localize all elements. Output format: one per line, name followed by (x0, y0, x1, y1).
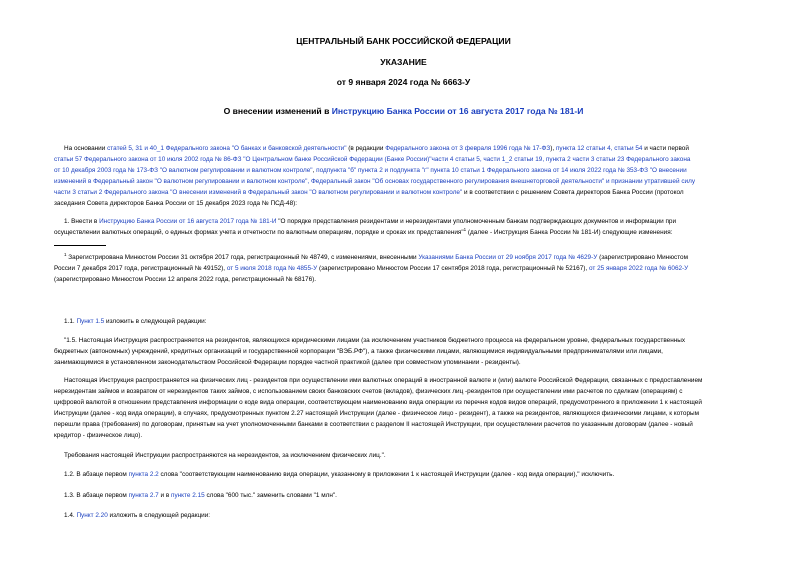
quote-line: бюджетных (автономных) учреждений, кредитных организаций и государственной корпорации "ВЭБ.РФ"), а также физическими лицами, являющимися индивидуальными предпринимателями или лицами, (54, 348, 663, 356)
footnote-line: (зарегистрировано Минюстом России 12 апреля 2022 года, регистрационный № 68176). (54, 276, 317, 284)
amendment-link[interactable]: Указаниями Банка России от 29 ноября 2017 года № 4629-У (418, 254, 598, 261)
item-1-text: "О порядке представления резидентами и нерезидентами уполномоченным банкам подтверждающих документов и информации при (276, 218, 677, 225)
clause-1-5-text (54, 335, 770, 368)
quote-line: занимающимися в установленном законодательством Российской Федерации порядке частной практикой (далее при совместном упоминании - резиденты). (54, 359, 521, 367)
item-1-3-text: и в (158, 492, 171, 499)
footnote-text: Зарегистрирована Минюстом России 31 октября 2017 года, регистрационный № 48749, с изменениями, внесенными (66, 254, 419, 261)
clause-1-5-paragraph-3 (54, 450, 770, 461)
preamble-text: ), (550, 145, 556, 152)
document-title-prefix: О внесении изменений в (223, 106, 332, 116)
item-1-text: (далее - Инструкция Банка России № 181-И) следующие изменения: (466, 229, 673, 237)
paragraph-line: Инструкции (далее - код вида операции), в случаях, предусмотренных пунктом 2.27 настоящей Инструкции (далее - физическое лицо - резидент), а также на резидентов, являющихся физическими лицами, к которым (54, 410, 700, 418)
preamble-line (54, 165, 770, 176)
law-link[interactable]: от 10 декабря 2003 года № 173-ФЗ "О валютном регулировании и валютном контроле" (54, 167, 313, 175)
footnote-text: (зарегистрировано Минюстом (597, 254, 688, 261)
item-1-1 (54, 316, 770, 327)
footnote-text: России 7 декабря 2017 года, регистрационный № 49152), (54, 265, 227, 273)
item-1-4-line (54, 510, 770, 521)
document-date-number: от 9 января 2024 года № 6663-У (336, 77, 471, 87)
issuer-heading: ЦЕНТРАЛЬНЫЙ БАНК РОССИЙСКОЙ ФЕДЕРАЦИИ (296, 36, 511, 46)
item-1-text: 1. Внести в (64, 218, 100, 225)
footnote (54, 252, 770, 285)
preamble-line (54, 143, 770, 154)
preamble-line (54, 176, 770, 187)
paragraph-line: нерезидентам займов и возвратом от нерезидентов таких займов, с использованием своих банковских счетов (вкладов), физических лиц -резидентов при осуществлении ими расчетов по сделкам (операциям) с (54, 388, 683, 396)
preamble-text: , (312, 167, 317, 175)
preamble-line (54, 154, 770, 165)
paragraph-line: цифровой валютой в отношении представления информации о коде вида операции, соответствующем наименованию вида операции из перечня кодов видов операций, предусмотренного в приложении 1 к настоящей (54, 399, 702, 407)
item-1-2 (54, 469, 770, 480)
amendment-link[interactable]: от 5 июля 2018 года № 4855-У (226, 265, 318, 273)
quote-line: "1.5. Настоящая Инструкция распространяется на резидентов, являющихся юридическими лицами (за исключением участников бюджетного процесса на федеральном уровне, федеральных государственных (64, 337, 686, 344)
law-link[interactable]: подпункта "б" пункта 2 и подпункта "г" пункта 10 статьи 1 Федерального закона от 14 июля 2022 года № 353-ФЗ "О внесении (316, 167, 687, 175)
footnote-mark: 1 (64, 252, 67, 257)
item-1-4-text: изложить в следующей редакции: (107, 512, 211, 519)
document-title (0, 106, 807, 117)
item-1-2-line (54, 469, 770, 480)
item-1 (54, 216, 770, 238)
instruction-181-link[interactable]: Инструкцию Банка России от 16 августа 2017 года № 181-И (331, 106, 584, 116)
law-link[interactable]: части 3 статьи 2 Федерального закона "О внесении изменений в Федеральный закон "О валютном регулировании и валютном контроле" (54, 189, 463, 197)
instruction-181-link[interactable]: Инструкцию Банка России от 16 августа 2017 года № 181-И (99, 218, 277, 225)
item-1-3-text: 1.3. В абзаце первом (64, 492, 129, 499)
preamble-line (54, 187, 770, 198)
preamble (54, 143, 770, 210)
preamble-line: заседания Совета директоров Банка России от 15 декабря 2023 года № ПСД-48): (54, 200, 298, 208)
law-link[interactable]: пункта 12 статьи 4, статьи 54 (555, 145, 643, 152)
item-1-2-text: 1.2. В абзаце первом (64, 471, 129, 478)
law-link[interactable]: статьи 57 Федерального закона от 10 июля 2002 года № 86-ФЗ "О Центральном банке Российской Федерации (Банке России)" (54, 156, 432, 164)
clause-2-2-link[interactable]: пункта 2.2 (128, 471, 159, 478)
item-1-line (54, 216, 770, 227)
item-1-1-line (54, 316, 770, 327)
paragraph-line: Настоящая Инструкция распространяется на физических лиц - резидентов при осуществлении ими валютных операций в иностранной валюте и (или) валюте Российской Федерации, связанных с предоставлением (64, 377, 703, 384)
preamble-text: и в соответствии с решением Совета директоров Банка России (протокол (462, 189, 684, 197)
paragraph-line: кредитор - физическое лицо). (54, 432, 143, 440)
amendment-link[interactable]: от 25 января 2022 года № 6062-У (588, 265, 689, 273)
clause-1-5-paragraph-2 (54, 375, 770, 442)
preamble-text: и части первой (642, 145, 689, 152)
paragraph-line: перешли права (требования) по договорам, принятым на учет уполномоченными банками в соответствии с разделом II настоящей Инструкции, при осуществлении расчетов по указанным договорам (далее - новый (54, 421, 693, 429)
clause-2-7-link[interactable]: пункта 2.7 (128, 492, 159, 499)
footnote-line (54, 252, 770, 263)
item-1-2-text: слова "соответствующим наименованию вида операции, указанному в приложении 1 к настоящей Инструкции (далее - код вида операции)," исключить. (158, 471, 615, 478)
law-link[interactable]: части 4 статьи 5, части 1_2 статьи 19, пункта 2 части 3 статьи 23 Федерального закона (431, 156, 691, 164)
law-link[interactable]: статей 5, 31 и 40_1 Федерального закона "О банках и банковской деятельности" (107, 145, 347, 152)
item-1-4-text: 1.4. (64, 512, 77, 519)
footnote-divider (54, 245, 106, 246)
item-1-3-text: слова "600 тыс." заменить словами "1 млн". (204, 492, 337, 499)
footnote-text: (зарегистрировано Минюстом России 17 сентября 2018 года, регистрационный № 52167), (317, 265, 589, 273)
footnote-ref[interactable]: 1 (463, 227, 467, 232)
law-link[interactable]: изменений в Федеральный закон "О валютном регулировании и валютном контроле", Федеральный закон "Об основах государственного регулирования внешнеторговой деятельности" и признании утратившей силу (54, 178, 696, 186)
item-1-line (54, 227, 770, 238)
clause-1-5-link[interactable]: Пункт 1.5 (76, 318, 105, 325)
document-type-heading: УКАЗАНИЕ (380, 57, 427, 67)
paragraph-line: Требования настоящей Инструкции распространяются на нерезидентов, за исключением физических лиц.". (64, 452, 386, 459)
item-1-1-text: 1.1. (64, 318, 77, 325)
preamble-text: (в редакции (346, 145, 386, 152)
clause-2-15-link[interactable]: пункте 2.15 (171, 492, 205, 499)
law-link[interactable]: Федерального закона от 3 февраля 1996 года № 17-ФЗ (385, 145, 551, 152)
item-1-text: осуществлении валютных операций, о единых формах учета и отчетности по валютным операциям, порядке и сроках их представления" (54, 229, 464, 237)
item-1-3-line (54, 490, 770, 501)
footnote-line (54, 263, 770, 274)
preamble-text: На основании (64, 145, 108, 152)
item-1-4 (54, 510, 770, 521)
item-1-3 (54, 490, 770, 501)
clause-2-20-link[interactable]: Пункт 2.20 (76, 512, 108, 519)
item-1-1-text: изложить в следующей редакции: (104, 318, 207, 325)
